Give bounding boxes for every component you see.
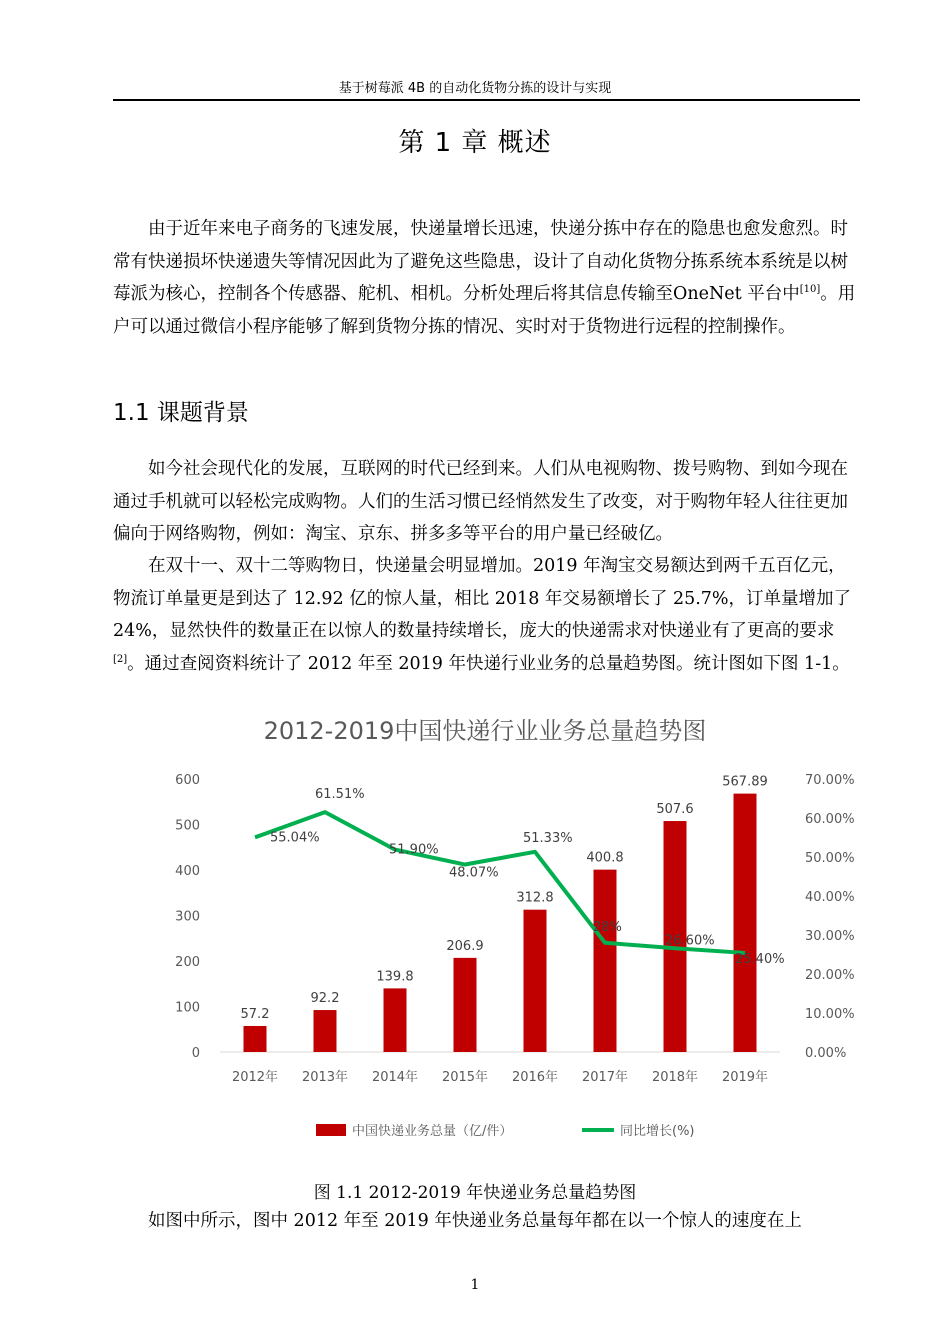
- growth-value-label: 28%: [593, 919, 622, 935]
- x-tick-label: 2012年: [231, 1070, 279, 1085]
- y-right-tick-label: 0.00%: [805, 1046, 847, 1061]
- para2-text-2: 。通过查阅资料统计了 2012 年至 2019 年快递行业业务的总量趋势图。统计图如下图 1-1。: [127, 653, 850, 674]
- x-tick-label: 2015年: [441, 1070, 489, 1085]
- y-right-tick-label: 50.00%: [805, 851, 855, 866]
- express-volume-chart: [170, 705, 855, 1150]
- y-left-tick-label: 500: [175, 818, 200, 834]
- y-right-tick-label: 30.00%: [805, 929, 855, 944]
- bar-value-label: 57.2: [240, 1006, 270, 1022]
- x-tick-label: 2014年: [371, 1070, 419, 1085]
- bar-value-label: 312.8: [516, 890, 554, 906]
- volume-bar: [314, 1010, 337, 1052]
- y-left-tick-label: 0: [191, 1046, 200, 1061]
- bar-value-label: 507.6: [656, 802, 694, 818]
- figure-caption: 图 1.1 2012-2019 年快递业务总量趋势图: [313, 1183, 637, 1203]
- citation-ref: [10]: [799, 284, 821, 296]
- growth-value-label: 51.90%: [389, 842, 439, 858]
- x-tick-label: 2019年: [721, 1070, 769, 1085]
- page-number: 1: [470, 1277, 480, 1293]
- bar-value-label: 400.8: [586, 850, 624, 866]
- y-left-tick-label: 600: [175, 773, 200, 788]
- background-paragraph-2: [113, 550, 861, 680]
- x-tick-label: 2018年: [651, 1070, 699, 1085]
- para2-text-1: 在双十一、双十二等购物日，快递量会明显增加。2019 年淘宝交易额达到两千五百亿元，物流订单量更是到达了 12.92 亿的惊人量，相比 2018 年交易额增长了 25.7%，订单量增加了 24%，显然快件的数量正在以惊人的数量持续增长，庞大的快递需求对快递业有了更高的要求: [113, 556, 852, 642]
- y-right-tick-label: 60.00%: [805, 812, 855, 827]
- bar-value-label: 206.9: [446, 938, 484, 954]
- y-left-tick-label: 300: [175, 909, 200, 925]
- x-tick-label: 2013年: [301, 1070, 349, 1085]
- y-right-tick-label: 10.00%: [805, 1007, 855, 1022]
- x-tick-label: 2017年: [581, 1070, 629, 1085]
- y-right-tick-label: 40.00%: [805, 890, 855, 905]
- legend-line-label: 同比增长(%): [620, 1124, 695, 1139]
- volume-bar: [454, 958, 477, 1052]
- x-tick-label: 2016年: [511, 1070, 559, 1085]
- growth-value-label: 26.60%: [665, 933, 715, 949]
- volume-bar: [384, 988, 407, 1052]
- growth-value-label: 48.07%: [449, 865, 499, 881]
- header-rule: [113, 99, 860, 101]
- intro-text-1: 由于近年来电子商务的飞速发展，快递量增长迅速，快递分拣中存在的隐患也愈发愈烈。时常有快递损坏快递遗失等情况因此为了避免这些隐患，设计了自动化货物分拣系统本系统是以树莓派为核心，控制各个传感器、舵机、相机。分析处理后将其信息传输至OneNet 平台中: [113, 219, 848, 305]
- y-right-tick-label: 20.00%: [805, 968, 855, 983]
- bar-value-label: 567.89: [722, 774, 768, 790]
- y-right-tick-label: 70.00%: [805, 773, 855, 788]
- legend-bar-label: 中国快递业务总量（亿/件）: [352, 1124, 513, 1139]
- volume-bar: [594, 870, 617, 1052]
- chart-title: 2012-2019中国快递行业业务总量趋势图: [263, 717, 707, 745]
- running-header: 基于树莓派 4B 的自动化货物分拣的设计与实现: [338, 81, 612, 96]
- section-title: 1.1 课题背景: [113, 400, 249, 426]
- growth-value-label: 51.33%: [523, 830, 573, 846]
- growth-value-label: 61.51%: [315, 787, 365, 803]
- after-figure-paragraph: 如图中所示，图中 2012 年至 2019 年快递业务总量每年都在以一个惊人的速度在上: [148, 1211, 802, 1231]
- volume-bar: [734, 794, 757, 1052]
- intro-text-2: 。用户可以通过微信小程序能够了解到货物分拣的情况、实时对于货物进行远程的控制操作。: [113, 284, 856, 337]
- chapter-title: 第 1 章 概述: [398, 128, 552, 158]
- y-left-tick-label: 100: [175, 1000, 200, 1016]
- intro-paragraph: [113, 213, 861, 343]
- growth-value-label: 25.40%: [735, 951, 785, 967]
- volume-bar: [244, 1026, 267, 1052]
- y-left-tick-label: 200: [175, 955, 200, 970]
- citation-ref: [2]: [113, 653, 128, 665]
- bar-value-label: 139.8: [376, 969, 414, 985]
- y-left-tick-label: 400: [175, 864, 200, 879]
- growth-value-label: 55.04%: [270, 830, 320, 846]
- legend-bar-swatch: [316, 1124, 346, 1136]
- bar-value-label: 92.2: [310, 991, 340, 1007]
- volume-bar: [524, 910, 547, 1052]
- background-paragraph-1: 如今社会现代化的发展，互联网的时代已经到来。人们从电视购物、拨号购物、到如今现在通过手机就可以轻松完成购物。人们的生活习惯已经悄然发生了改变，对于购物年轻人往往更加偏向于网络购物，例如：淘宝、京东、拼多多等平台的用户量已经破亿。: [113, 459, 848, 545]
